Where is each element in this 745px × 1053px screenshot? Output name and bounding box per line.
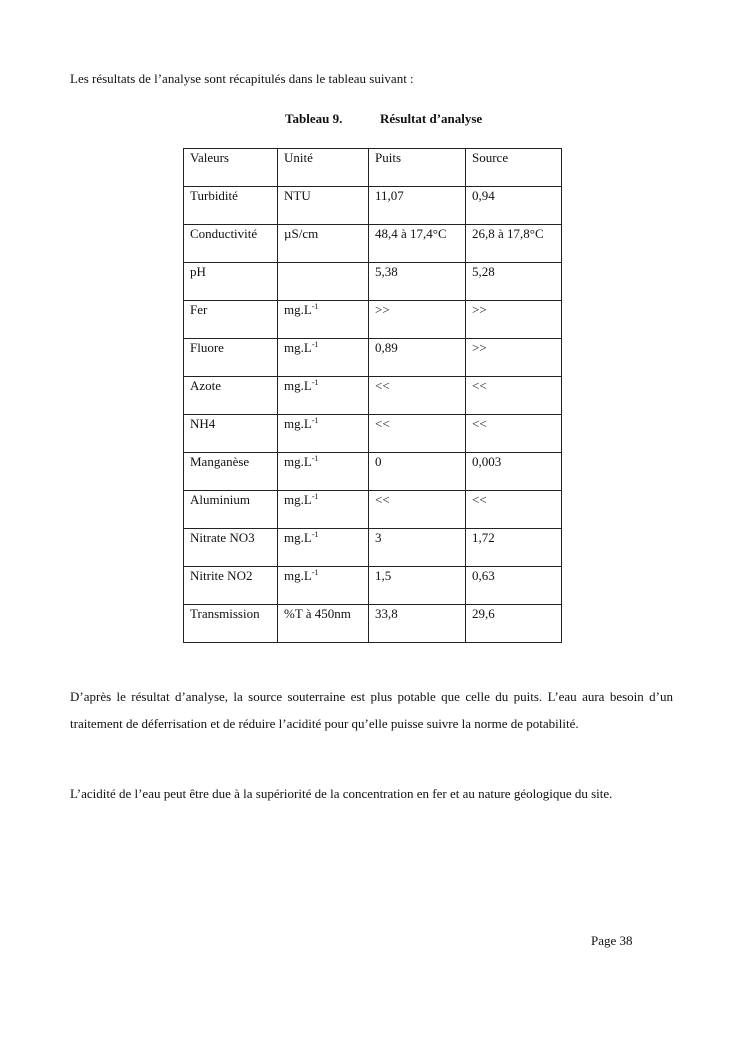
page-number: Page 38 xyxy=(591,933,633,948)
table-row xyxy=(184,529,562,567)
cell-unite xyxy=(278,453,369,491)
cell-unite xyxy=(278,187,369,225)
cell-puits: 33,8 xyxy=(369,605,466,643)
table-row xyxy=(184,301,562,339)
cell-source: 0,003 xyxy=(466,453,562,491)
unit-text: mg.L xyxy=(284,302,312,317)
column-header-valeurs: Valeurs xyxy=(184,149,278,187)
cell-source: 1,72 xyxy=(466,529,562,567)
cell-valeur: Conductivité xyxy=(184,225,278,263)
cell-valeur: Aluminium xyxy=(184,491,278,529)
cell-puits: 11,07 xyxy=(369,187,466,225)
unit-text: mg.L xyxy=(284,568,312,583)
table-header-row xyxy=(184,149,562,187)
table-caption-title: Résultat d’analyse xyxy=(380,111,483,126)
cell-puits: << xyxy=(369,491,466,529)
table-row xyxy=(184,263,562,301)
column-header-puits: Puits xyxy=(369,149,466,187)
table-body xyxy=(184,187,562,643)
cell-valeur: Nitrate NO3 xyxy=(184,529,278,567)
cell-unite xyxy=(278,377,369,415)
table-row xyxy=(184,187,562,225)
paragraph-acidity: L’acidité de l’eau peut être due à la supériorité de la concentration en fer et au nature géologique du site. xyxy=(70,786,613,801)
cell-unite xyxy=(278,225,369,263)
cell-unite xyxy=(278,415,369,453)
unit-exponent: -1 xyxy=(311,492,319,501)
column-header-source: Source xyxy=(466,149,562,187)
cell-unite xyxy=(278,491,369,529)
unit-exponent: -1 xyxy=(311,302,319,311)
cell-valeur: Fluore xyxy=(184,339,278,377)
cell-valeur: Fer xyxy=(184,301,278,339)
cell-unite xyxy=(278,567,369,605)
cell-source: >> xyxy=(466,339,562,377)
results-table xyxy=(183,148,562,643)
table-row xyxy=(184,377,562,415)
table-row xyxy=(184,453,562,491)
cell-valeur: NH4 xyxy=(184,415,278,453)
table-row xyxy=(184,415,562,453)
cell-puits: 3 xyxy=(369,529,466,567)
cell-source: >> xyxy=(466,301,562,339)
cell-source: 0,94 xyxy=(466,187,562,225)
cell-valeur: pH xyxy=(184,263,278,301)
table-row xyxy=(184,339,562,377)
cell-unite xyxy=(278,605,369,643)
unit-exponent: -1 xyxy=(311,568,319,577)
cell-unite xyxy=(278,339,369,377)
unit-text: mg.L xyxy=(284,454,312,469)
cell-puits: << xyxy=(369,377,466,415)
cell-puits: 0,89 xyxy=(369,339,466,377)
unit-exponent: -1 xyxy=(311,378,319,387)
table-row xyxy=(184,491,562,529)
cell-puits: 1,5 xyxy=(369,567,466,605)
unit-text: mg.L xyxy=(284,492,312,507)
unit-exponent: -1 xyxy=(311,530,319,539)
table-caption-label: Tableau 9. xyxy=(285,111,343,126)
cell-source: << xyxy=(466,491,562,529)
cell-puits: >> xyxy=(369,301,466,339)
unit-text: mg.L xyxy=(284,416,312,431)
cell-source: 29,6 xyxy=(466,605,562,643)
unit-text: %T à 450nm xyxy=(284,606,351,621)
unit-text: µS/cm xyxy=(284,226,319,241)
cell-source: 0,63 xyxy=(466,567,562,605)
unit-exponent: -1 xyxy=(311,340,319,349)
table-row xyxy=(184,225,562,263)
cell-valeur: Manganèse xyxy=(184,453,278,491)
cell-unite xyxy=(278,263,369,301)
cell-source: << xyxy=(466,415,562,453)
intro-text: Les résultats de l’analyse sont récapitulés dans le tableau suivant : xyxy=(70,71,414,86)
unit-text: NTU xyxy=(284,188,311,203)
table-caption xyxy=(285,110,482,128)
unit-exponent: -1 xyxy=(311,454,319,463)
cell-puits: << xyxy=(369,415,466,453)
column-header-unite: Unité xyxy=(278,149,369,187)
cell-unite xyxy=(278,529,369,567)
unit-text: mg.L xyxy=(284,340,312,355)
cell-valeur: Transmission xyxy=(184,605,278,643)
cell-valeur: Azote xyxy=(184,377,278,415)
cell-source: 26,8 à 17,8°C xyxy=(466,225,562,263)
cell-source: << xyxy=(466,377,562,415)
table-row xyxy=(184,605,562,643)
cell-valeur: Nitrite NO2 xyxy=(184,567,278,605)
unit-exponent: -1 xyxy=(311,416,319,425)
paragraph-conclusion: D’après le résultat d’analyse, la source souterraine est plus potable que celle du puits. L’eau aura besoin d’un traitement de déferrisation et de réduire l’acidité pour qu’elle puisse suivre la norme de potabilité. xyxy=(70,689,673,731)
table-row xyxy=(184,567,562,605)
unit-text: mg.L xyxy=(284,378,312,393)
cell-puits: 48,4 à 17,4°C xyxy=(369,225,466,263)
cell-valeur: Turbidité xyxy=(184,187,278,225)
unit-text: mg.L xyxy=(284,530,312,545)
cell-puits: 5,38 xyxy=(369,263,466,301)
cell-unite xyxy=(278,301,369,339)
cell-source: 5,28 xyxy=(466,263,562,301)
cell-puits: 0 xyxy=(369,453,466,491)
